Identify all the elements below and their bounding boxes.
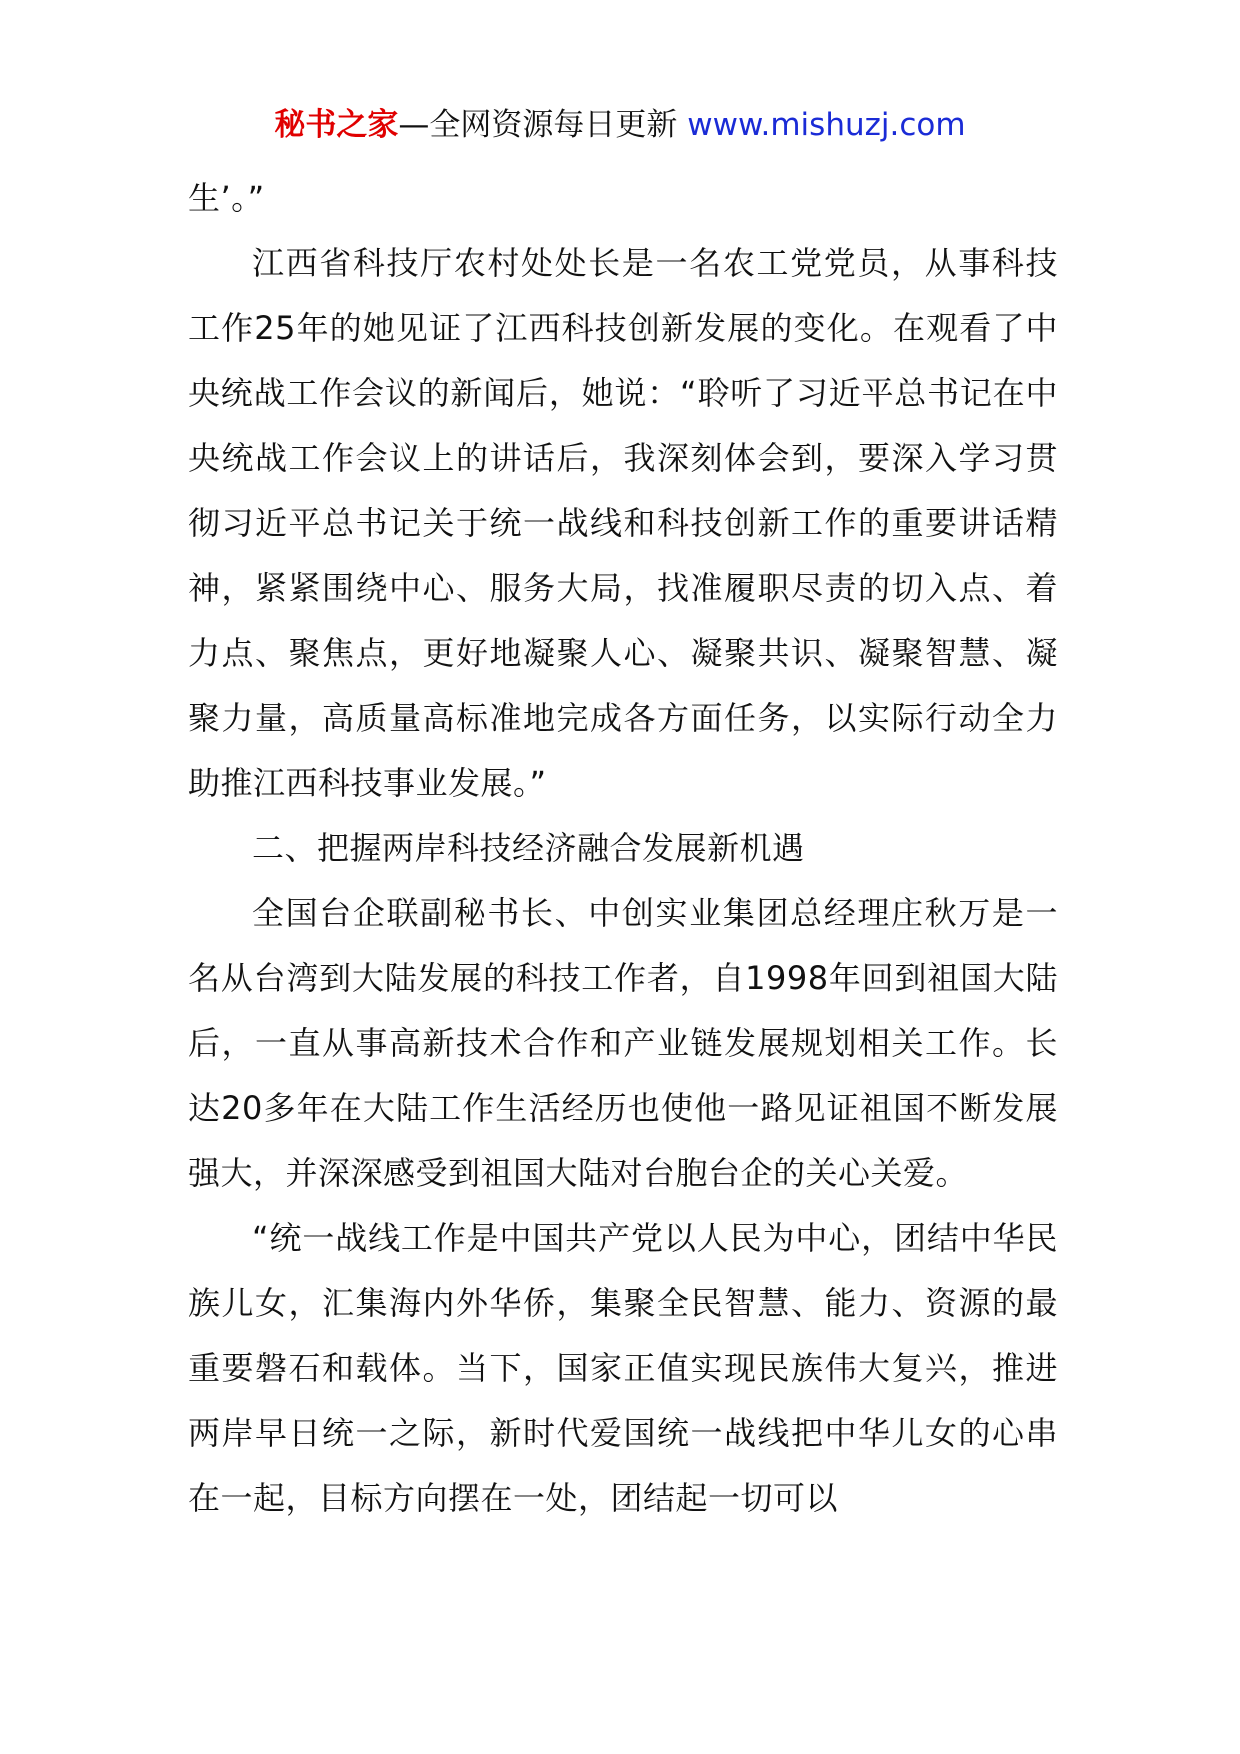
site-tagline: —全网资源每日更新	[398, 107, 678, 143]
paragraph: 江西省科技厅农村处处长是一名农工党党员，从事科技工作25年的她见证了江西科技创新发展的变化。在观看了中央统战工作会议的新闻后，她说：“聆听了习近平总书记在中央统战工作会议上的讲话后，我深刻体会到，要深入学习贯彻习近平总书记关于统一战线和科技创新工作的重要讲话精神，紧紧围绕中心、服务大局，找准履职尽责的切入点、着力点、聚焦点，更好地凝聚人心、凝聚共识、凝聚智慧、凝聚力量，高质量高标准地完成各方面任务，以实际行动全力助推江西科技事业发展。”	[188, 244, 1058, 802]
page-header	[0, 100, 1240, 150]
paragraph-continuation: 生’。”	[188, 179, 265, 217]
document-body	[188, 166, 1058, 1531]
paragraph: 全国台企联副秘书长、中创实业集团总经理庄秋万是一名从台湾到大陆发展的科技工作者，自1998年回到祖国大陆后，一直从事高新技术合作和产业链发展规划相关工作。长达20多年在大陆工作生活经历也使他一路见证祖国不断发展强大，并深深感受到祖国大陆对台胞台企的关心关爱。	[188, 894, 1058, 1192]
paragraph: “统一战线工作是中国共产党以人民为中心，团结中华民族儿女，汇集海内外华侨，集聚全民智慧、能力、资源的最重要磐石和载体。当下，国家正值实现民族伟大复兴，推进两岸早日统一之际，新时代爱国统一战线把中华儿女的心串在一起，目标方向摆在一处，团结起一切可以	[188, 1219, 1058, 1517]
site-url-link[interactable]: www.mishuzj.com	[687, 107, 966, 143]
site-brand: 秘书之家	[274, 107, 399, 143]
section-heading: 二、把握两岸科技经济融合发展新机遇	[252, 829, 805, 867]
